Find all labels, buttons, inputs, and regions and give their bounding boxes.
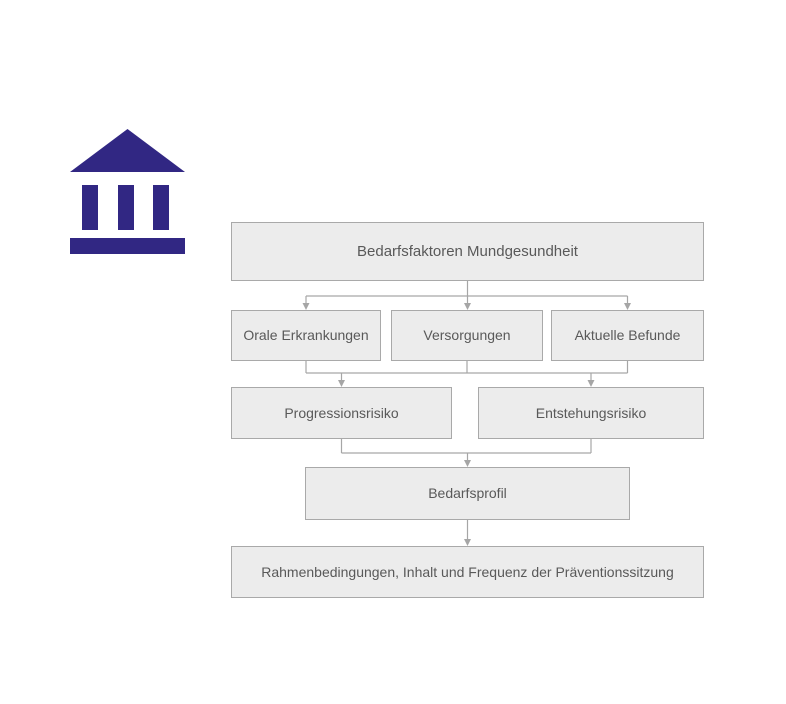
box-aktuelle-befunde — [551, 310, 704, 361]
box-label: Orale Erkrankungen — [243, 327, 369, 344]
box-label: Entstehungsrisiko — [535, 404, 647, 421]
box-rahmenbedingungen — [231, 546, 704, 598]
box-bedarfsfaktoren-mundgesundheit — [231, 222, 704, 281]
box-versorgungen — [391, 310, 543, 361]
box-entstehungsrisiko — [478, 387, 704, 439]
arrowhead — [303, 303, 310, 310]
arrowhead — [464, 460, 471, 467]
arrowhead — [588, 380, 595, 387]
box-bedarfsprofil — [305, 467, 630, 520]
arrowhead — [338, 380, 345, 387]
box-label: Rahmenbedingungen, Inhalt und Frequenz der Präventionssitzung — [261, 563, 674, 580]
box-label: Progressionsrisiko — [284, 404, 399, 421]
box-label: Bedarfsfaktoren Mundgesundheit — [357, 242, 578, 260]
box-label: Versorgungen — [423, 327, 511, 344]
box-progressionsrisiko — [231, 387, 452, 439]
box-label: Aktuelle Befunde — [574, 327, 681, 344]
arrowhead — [624, 303, 631, 310]
box-orale-erkrankungen — [231, 310, 381, 361]
arrowhead — [464, 539, 471, 546]
box-label: Bedarfsprofil — [428, 485, 507, 502]
arrowhead — [464, 303, 471, 310]
